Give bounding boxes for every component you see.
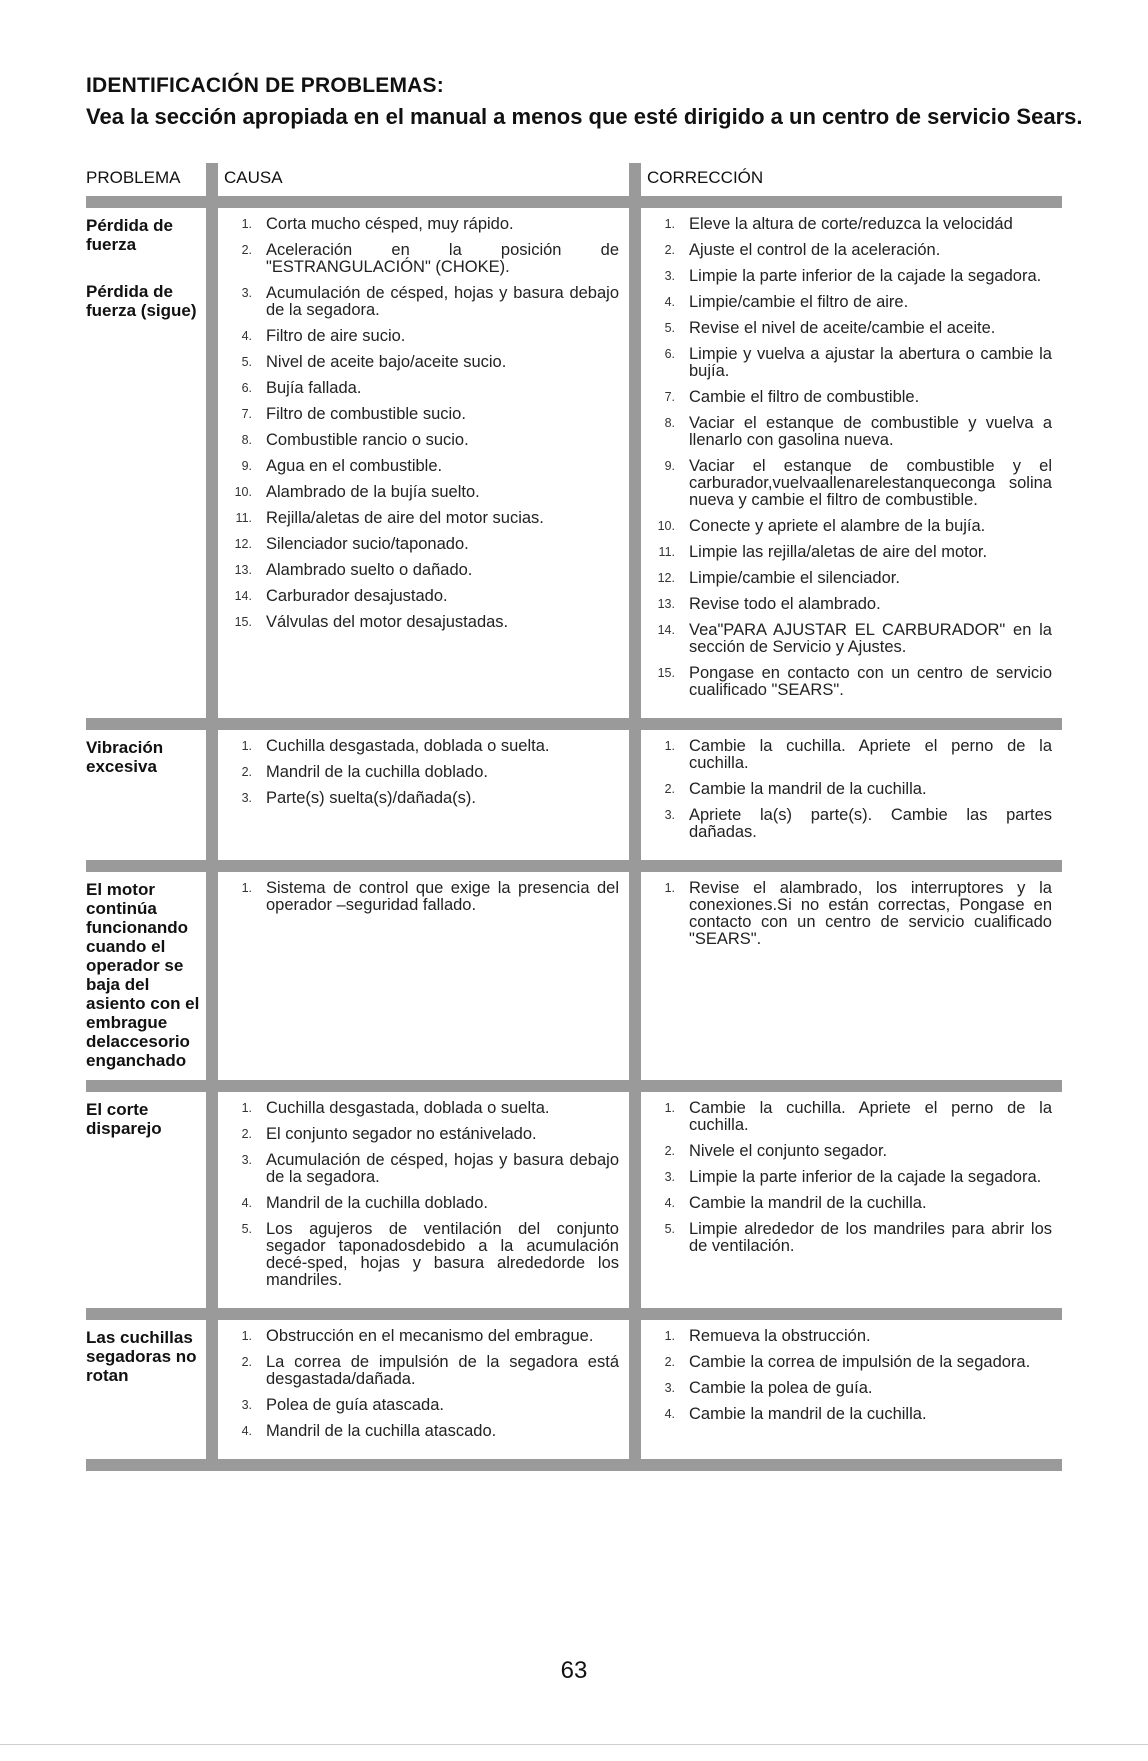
cause-item	[218, 880, 629, 914]
cause-item	[218, 380, 629, 397]
correction-item	[641, 1328, 1062, 1345]
correction-cell-list	[641, 1328, 1062, 1423]
item-number: 5.	[241, 1222, 252, 1236]
cause-cell-list	[218, 880, 629, 914]
cause-item	[218, 354, 629, 371]
item-number: 2.	[664, 782, 675, 796]
correction-cell-list	[641, 880, 1062, 948]
correction-item	[641, 242, 1062, 259]
item-text: Silenciador sucio/taponado.	[266, 535, 469, 553]
problem-cell	[86, 1314, 212, 1465]
item-number: 8.	[664, 416, 675, 430]
cause-item	[218, 790, 629, 807]
item-number: 1.	[664, 881, 675, 895]
item-number: 15.	[657, 666, 675, 680]
item-number: 3.	[664, 1170, 675, 1184]
correction-cell	[635, 202, 1062, 724]
item-text: Rejilla/aletas de aire del motor sucias.	[266, 509, 544, 527]
cause-item	[218, 1152, 629, 1186]
correction-item	[641, 570, 1062, 587]
item-number: 9.	[664, 459, 675, 473]
item-text: Acumulación de césped, hojas y basura debajo de la segadora.	[266, 1151, 619, 1186]
item-text: Válvulas del motor desajustadas.	[266, 613, 509, 631]
item-number: 11.	[658, 545, 675, 559]
item-text: Limpie/cambie el silenciador.	[689, 569, 900, 587]
cause-item	[218, 216, 629, 233]
item-number: 2.	[241, 243, 252, 257]
cause-item	[218, 1195, 629, 1212]
item-text: Cuchilla desgastada, doblada o suelta.	[266, 737, 550, 755]
cause-cell	[212, 1086, 635, 1314]
correction-item	[641, 880, 1062, 948]
correction-item	[641, 1143, 1062, 1160]
item-text: Eleve la altura de corte/reduzca la velocidád	[689, 215, 1013, 233]
correction-cell	[635, 724, 1062, 866]
item-text: El conjunto segador no estánivelado.	[266, 1125, 537, 1143]
correction-cell-list	[641, 216, 1062, 699]
item-number: 13.	[657, 597, 675, 611]
item-number: 7.	[664, 390, 675, 404]
item-number: 1.	[664, 1101, 675, 1115]
item-text: Filtro de combustible sucio.	[266, 405, 466, 423]
item-text: Pongase en contacto con un centro de servicio cualificado "SEARS".	[689, 664, 1052, 699]
item-number: 3.	[241, 791, 252, 805]
item-number: 14.	[657, 623, 675, 637]
item-text: Cambie la polea de guía.	[689, 1379, 873, 1397]
item-number: 12.	[234, 537, 252, 551]
item-number: 4.	[664, 1196, 675, 1210]
item-text: Cambie la cuchilla. Apriete el perno de la cuchilla.	[689, 1099, 1052, 1134]
item-number: 6.	[664, 347, 675, 361]
cause-item	[218, 536, 629, 553]
column-header-correction: CORRECCIÓN	[635, 163, 1062, 202]
item-text: Cambie la mandril de la cuchilla.	[689, 1405, 927, 1423]
correction-item	[641, 415, 1062, 449]
correction-item	[641, 1169, 1062, 1186]
correction-cell	[635, 866, 1062, 1086]
item-text: Limpie las rejilla/aletas de aire del motor.	[689, 543, 988, 561]
item-text: Vea"PARA AJUSTAR EL CARBURADOR" en la sección de Servicio y Ajustes.	[689, 621, 1052, 656]
cause-cell	[212, 866, 635, 1086]
correction-item	[641, 596, 1062, 613]
item-number: 4.	[241, 1196, 252, 1210]
table-row	[86, 1086, 1062, 1314]
section-subtitle: Vea la sección apropiada en el manual a menos que esté dirigido a un centro de servicio Sears.	[86, 104, 1083, 129]
item-number: 1.	[241, 881, 252, 895]
page-number: 63	[560, 1657, 588, 1684]
cause-item	[218, 588, 629, 605]
item-text: Carburador desajustado.	[266, 587, 448, 605]
item-text: Limpie alrededor de los mandriles para abrir los de ventilación.	[689, 1220, 1052, 1255]
item-number: 8.	[241, 433, 252, 447]
column-header-cause: CAUSA	[212, 163, 635, 202]
item-number: 4.	[664, 295, 675, 309]
item-number: 3.	[241, 1398, 252, 1412]
item-text: Polea de guía atascada.	[266, 1396, 444, 1414]
correction-cell-list	[641, 1100, 1062, 1255]
correction-item	[641, 389, 1062, 406]
correction-item	[641, 294, 1062, 311]
cause-item	[218, 1100, 629, 1117]
item-text: Corta mucho césped, muy rápido.	[266, 215, 514, 233]
cause-item	[218, 328, 629, 345]
item-number: 1.	[664, 217, 675, 231]
cause-cell	[212, 202, 635, 724]
item-number: 3.	[664, 269, 675, 283]
correction-item	[641, 665, 1062, 699]
cause-item	[218, 764, 629, 781]
item-text: Mandril de la cuchilla doblado.	[266, 1194, 488, 1212]
item-text: Alambrado de la bujía suelto.	[266, 483, 480, 501]
item-text: Ajuste el control de la aceleración.	[689, 241, 941, 259]
item-text: Remueva la obstrucción.	[689, 1327, 871, 1345]
item-number: 4.	[664, 1407, 675, 1421]
cause-item	[218, 562, 629, 579]
item-text: Vaciar el estanque de combustible y el carburador,vuelvaallenarelestanqueconga solina nueva y cambie el filtro de combustible.	[689, 457, 1052, 509]
item-text: Alambrado suelto o dañado.	[266, 561, 473, 579]
item-number: 7.	[241, 407, 252, 421]
item-text: Parte(s) suelta(s)/dañada(s).	[266, 789, 476, 807]
correction-item	[641, 738, 1062, 772]
correction-cell	[635, 1086, 1062, 1314]
item-number: 5.	[664, 321, 675, 335]
item-number: 11.	[235, 511, 252, 525]
item-number: 2.	[241, 1127, 252, 1141]
correction-item	[641, 781, 1062, 798]
table-body	[86, 202, 1062, 1465]
cause-cell-list	[218, 1328, 629, 1440]
table-row	[86, 724, 1062, 866]
problem-label: El motor continúa funcionando cuando el operador se baja del asiento con el embrague delaccesorio enganchado	[86, 880, 200, 1070]
item-text: Obstrucción en el mecanismo del embrague.	[266, 1327, 594, 1345]
item-text: Mandril de la cuchilla doblado.	[266, 763, 488, 781]
item-text: Filtro de aire sucio.	[266, 327, 406, 345]
cause-item	[218, 1328, 629, 1345]
cause-item	[218, 285, 629, 319]
item-number: 1.	[664, 739, 675, 753]
item-text: Nivele el conjunto segador.	[689, 1142, 888, 1160]
cause-item	[218, 1221, 629, 1289]
item-text: Cambie la mandril de la cuchilla.	[689, 1194, 927, 1212]
item-text: Aceleración en la posición de "ESTRANGULACIÓN" (CHOKE).	[266, 241, 619, 276]
correction-item	[641, 622, 1062, 656]
correction-item	[641, 1100, 1062, 1134]
cause-item	[218, 1423, 629, 1440]
item-text: Los agujeros de ventilación del conjunto segador taponadosdebido a la acumulación decé-sped, hojas y basura alrededorde los mandriles.	[266, 1220, 619, 1289]
item-text: Apriete la(s) parte(s). Cambie las partes dañadas.	[689, 806, 1052, 841]
item-number: 2.	[664, 243, 675, 257]
item-text: Combustible rancio o sucio.	[266, 431, 469, 449]
item-text: Limpie y vuelva a ajustar la abertura o cambie la bujía.	[689, 345, 1052, 380]
correction-item	[641, 346, 1062, 380]
item-number: 3.	[241, 1153, 252, 1167]
item-number: 1.	[241, 1101, 252, 1115]
section-title: IDENTIFICACIÓN DE PROBLEMAS:	[86, 74, 444, 97]
item-number: 2.	[664, 1355, 675, 1369]
table-header-row	[86, 163, 1062, 202]
item-text: Agua en el combustible.	[266, 457, 443, 475]
column-header-problem: PROBLEMA	[86, 163, 212, 202]
bottom-divider	[0, 1744, 1148, 1745]
cause-item	[218, 510, 629, 527]
cause-item	[218, 242, 629, 276]
item-text: Vaciar el estanque de combustible y vuelva a llenarlo con gasolina nueva.	[689, 414, 1052, 449]
item-text: Revise todo el alambrado.	[689, 595, 881, 613]
item-text: Cambie la mandril de la cuchilla.	[689, 780, 927, 798]
item-number: 3.	[664, 808, 675, 822]
item-text: Nivel de aceite bajo/aceite sucio.	[266, 353, 507, 371]
correction-item	[641, 458, 1062, 509]
item-text: Cuchilla desgastada, doblada o suelta.	[266, 1099, 550, 1117]
correction-item	[641, 1195, 1062, 1212]
correction-item	[641, 268, 1062, 285]
item-number: 15.	[234, 615, 252, 629]
correction-item	[641, 1380, 1062, 1397]
item-text: Revise el nivel de aceite/cambie el aceite.	[689, 319, 996, 337]
cause-cell-list	[218, 738, 629, 807]
cause-cell-list	[218, 1100, 629, 1289]
item-number: 14.	[234, 589, 252, 603]
item-number: 4.	[241, 1424, 252, 1438]
item-number: 1.	[241, 739, 252, 753]
table-row	[86, 202, 1062, 724]
cause-item	[218, 1354, 629, 1388]
item-text: Revise el alambrado, los interruptores y la conexiones.Si no están correctas, Pongase en contacto con un centro de servicio cualificado "SEARS".	[689, 879, 1052, 948]
item-number: 3.	[241, 286, 252, 300]
cause-item	[218, 484, 629, 501]
item-text: La correa de impulsión de la segadora está desgastada/dañada.	[266, 1353, 619, 1388]
item-text: Cambie la cuchilla. Apriete el perno de la cuchilla.	[689, 737, 1052, 772]
table-row	[86, 1314, 1062, 1465]
item-number: 10.	[657, 519, 675, 533]
item-text: Limpie la parte inferior de la cajade la segadora.	[689, 1168, 1042, 1186]
item-text: Conecte y apriete el alambre de la bujía.	[689, 517, 986, 535]
cause-item	[218, 614, 629, 631]
table-row	[86, 866, 1062, 1086]
problem-cell	[86, 202, 212, 724]
cause-cell-list	[218, 216, 629, 631]
item-number: 4.	[241, 329, 252, 343]
item-number: 13.	[234, 563, 252, 577]
item-text: Mandril de la cuchilla atascado.	[266, 1422, 497, 1440]
cause-item	[218, 458, 629, 475]
item-number: 5.	[664, 1222, 675, 1236]
cause-item	[218, 1126, 629, 1143]
item-text: Bujía fallada.	[266, 379, 362, 397]
cause-item	[218, 406, 629, 423]
item-number: 2.	[664, 1144, 675, 1158]
cause-item	[218, 432, 629, 449]
item-text: Cambie la correa de impulsión de la segadora.	[689, 1353, 1031, 1371]
problem-label: El corte disparejo	[86, 1100, 162, 1138]
item-text: Limpie la parte inferior de la cajade la segadora.	[689, 267, 1042, 285]
cause-item	[218, 1397, 629, 1414]
item-text: Limpie/cambie el filtro de aire.	[689, 293, 909, 311]
correction-cell-list	[641, 738, 1062, 841]
correction-item	[641, 1406, 1062, 1423]
item-number: 3.	[664, 1381, 675, 1395]
correction-item	[641, 544, 1062, 561]
correction-item	[641, 320, 1062, 337]
item-number: 6.	[241, 381, 252, 395]
item-number: 2.	[241, 765, 252, 779]
item-number: 1.	[241, 1329, 252, 1343]
correction-item	[641, 807, 1062, 841]
item-number: 1.	[241, 217, 252, 231]
troubleshooting-table	[86, 163, 1062, 1471]
cause-cell	[212, 724, 635, 866]
correction-item	[641, 1221, 1062, 1255]
item-number: 12.	[657, 571, 675, 585]
item-text: Acumulación de césped, hojas y basura debajo de la segadora.	[266, 284, 619, 319]
item-number: 9.	[241, 459, 252, 473]
problem-label: Pérdida de fuerza	[86, 216, 173, 254]
correction-cell	[635, 1314, 1062, 1465]
item-text: Cambie el filtro de combustible.	[689, 388, 920, 406]
problem-cell	[86, 1086, 212, 1314]
cause-cell	[212, 1314, 635, 1465]
problem-label: Las cuchillas segadoras no rotan	[86, 1328, 197, 1385]
problem-label: Pérdida de fuerza (sigue)	[86, 282, 197, 320]
problem-label: Vibración excesiva	[86, 738, 164, 776]
item-number: 5.	[241, 355, 252, 369]
cause-item	[218, 738, 629, 755]
item-number: 10.	[234, 485, 252, 499]
correction-item	[641, 518, 1062, 535]
item-number: 2.	[241, 1355, 252, 1369]
item-number: 1.	[664, 1329, 675, 1343]
item-text: Sistema de control que exige la presencia del operador –seguridad fallado.	[266, 879, 619, 914]
problem-cell	[86, 724, 212, 866]
correction-item	[641, 216, 1062, 233]
correction-item	[641, 1354, 1062, 1371]
problem-cell	[86, 866, 212, 1086]
